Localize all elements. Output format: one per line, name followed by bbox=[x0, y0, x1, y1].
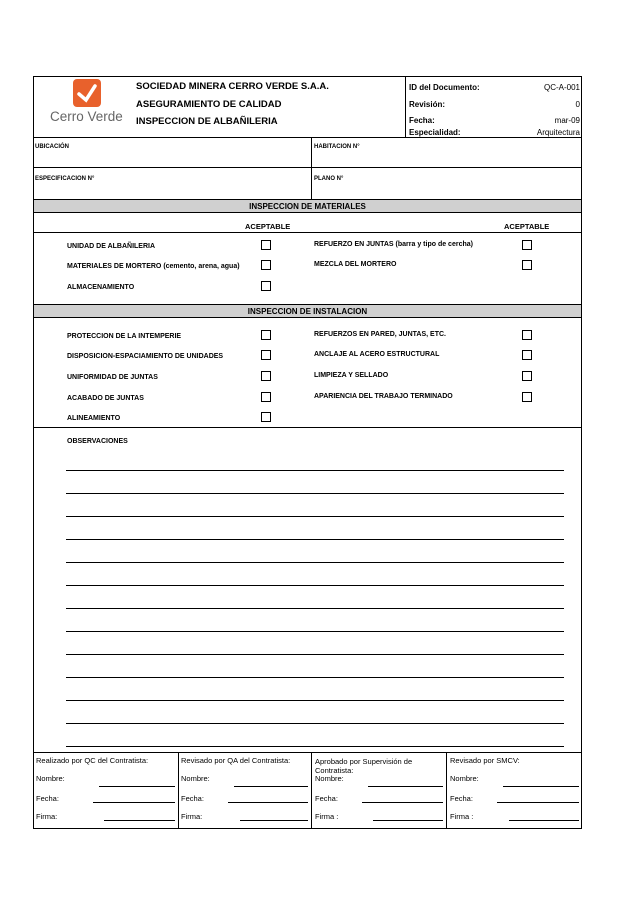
sig-supervision-firma: Firma : bbox=[315, 812, 339, 821]
inst-checkbox-acabado[interactable] bbox=[261, 392, 271, 402]
inst-item-acabado: ACABADO DE JUNTAS bbox=[67, 395, 144, 402]
inst-item-proteccion: PROTECCION DE LA INTEMPERIE bbox=[67, 333, 182, 340]
instalacion-title: INSPECCION DE INSTALACION bbox=[247, 307, 368, 316]
mat-item-refuerzo-juntas: REFUERZO EN JUNTAS (barra y tipo de cercha) bbox=[314, 241, 473, 248]
department-name: ASEGURAMIENTO DE CALIDAD bbox=[136, 99, 282, 110]
inst-checkbox-disposicion[interactable] bbox=[261, 350, 271, 360]
sig-supervision-title: Aprobado por Supervisión de Contratista: bbox=[315, 757, 413, 775]
mat-checkbox-mezcla[interactable] bbox=[522, 260, 532, 270]
revision-value: 0 bbox=[575, 100, 580, 109]
doc-id-value: QC-A-001 bbox=[543, 83, 580, 92]
observaciones-label: OBSERVACIONES bbox=[67, 438, 128, 445]
materiales-title: INSPECCION DE MATERIALES bbox=[249, 202, 366, 211]
sig-qa-firma-line[interactable] bbox=[240, 820, 308, 821]
date-label: Fecha: bbox=[409, 116, 435, 125]
instalacion-band bbox=[34, 304, 581, 318]
sig-qc-nombre: Nombre: bbox=[36, 774, 65, 783]
observaciones-line[interactable] bbox=[66, 723, 564, 724]
mat-item-mortero: MATERIALES DE MORTERO (cemento, arena, agua) bbox=[67, 263, 240, 270]
observaciones-line[interactable] bbox=[66, 470, 564, 471]
doc-id-label: ID del Documento: bbox=[409, 83, 480, 92]
sig-smcv-firma: Firma : bbox=[450, 812, 474, 821]
observaciones-line[interactable] bbox=[66, 654, 564, 655]
inst-item-apariencia: APARIENCIA DEL TRABAJO TERMINADO bbox=[314, 393, 453, 400]
observaciones-line[interactable] bbox=[66, 539, 564, 540]
sig-supervision-nombre: Nombre: bbox=[315, 774, 344, 783]
habitacion-field[interactable]: HABITACION N° bbox=[314, 144, 360, 150]
sig-supervision-fecha-line[interactable] bbox=[362, 802, 443, 803]
form-title: INSPECCION DE ALBAÑILERIA bbox=[136, 116, 278, 127]
inst-item-alineamiento: ALINEAMIENTO bbox=[67, 415, 121, 422]
mat-checkbox-almacenamiento[interactable] bbox=[261, 281, 271, 291]
cerro-verde-logo bbox=[48, 77, 130, 127]
inspection-form bbox=[33, 76, 582, 829]
mat-checkbox-mortero[interactable] bbox=[261, 260, 271, 270]
materiales-band bbox=[34, 199, 581, 213]
sig-qa-firma: Firma: bbox=[181, 812, 203, 821]
sig-qa-title: Revisado por QA del Contratista: bbox=[181, 756, 291, 765]
observaciones-line[interactable] bbox=[66, 493, 564, 494]
mat-item-unidad: UNIDAD DE ALBAÑILERIA bbox=[67, 243, 156, 250]
inst-checkbox-proteccion[interactable] bbox=[261, 330, 271, 340]
date-value: mar-09 bbox=[554, 116, 580, 125]
sig-qc-firma: Firma: bbox=[36, 812, 58, 821]
sig-qc-nombre-line[interactable] bbox=[99, 786, 175, 787]
revision-label: Revisión: bbox=[409, 100, 446, 109]
inst-item-limpieza: LIMPIEZA Y SELLADO bbox=[314, 372, 389, 379]
inst-item-refuerzos-pared: REFUERZOS EN PARED, JUNTAS, ETC. bbox=[314, 331, 446, 338]
inst-checkbox-refuerzos-pared[interactable] bbox=[522, 330, 532, 340]
sig-qa-fecha-line[interactable] bbox=[228, 802, 308, 803]
sig-smcv-nombre: Nombre: bbox=[450, 774, 479, 783]
mat-item-mezcla: MEZCLA DEL MORTERO bbox=[314, 261, 397, 268]
observaciones-line[interactable] bbox=[66, 746, 564, 747]
company-name: SOCIEDAD MINERA CERRO VERDE S.A.A. bbox=[136, 81, 329, 92]
sig-supervision-fecha: Fecha: bbox=[315, 794, 338, 803]
inst-checkbox-apariencia[interactable] bbox=[522, 392, 532, 402]
inst-item-disposicion: DISPOSICION-ESPACIAMIENTO DE UNIDADES bbox=[67, 353, 224, 360]
inst-checkbox-uniformidad[interactable] bbox=[261, 371, 271, 381]
sig-supervision-firma-line[interactable] bbox=[373, 820, 443, 821]
observaciones-line[interactable] bbox=[66, 585, 564, 586]
aceptable-right-header: ACEPTABLE bbox=[504, 222, 550, 231]
inst-checkbox-limpieza[interactable] bbox=[522, 371, 532, 381]
mat-item-almacenamiento: ALMACENAMIENTO bbox=[67, 284, 135, 291]
sig-qc-firma-line[interactable] bbox=[104, 820, 175, 821]
sig-smcv-title: Revisado por SMCV: bbox=[450, 756, 520, 765]
inst-checkbox-alineamiento[interactable] bbox=[261, 412, 271, 422]
sig-supervision-nombre-line[interactable] bbox=[368, 786, 443, 787]
sig-qa-fecha: Fecha: bbox=[181, 794, 204, 803]
sig-qc-fecha-line[interactable] bbox=[93, 802, 175, 803]
specialty-value: Arquitectura bbox=[536, 128, 580, 137]
specialty-label: Especialidad: bbox=[409, 128, 461, 137]
observaciones-line[interactable] bbox=[66, 677, 564, 678]
observaciones-line[interactable] bbox=[66, 700, 564, 701]
sig-smcv-fecha: Fecha: bbox=[450, 794, 473, 803]
sig-smcv-fecha-line[interactable] bbox=[497, 802, 579, 803]
especificacion-field[interactable]: ESPECIFICACION N° bbox=[35, 176, 95, 182]
inst-checkbox-anclaje[interactable] bbox=[522, 350, 532, 360]
observaciones-line[interactable] bbox=[66, 562, 564, 563]
inst-item-uniformidad: UNIFORMIDAD DE JUNTAS bbox=[67, 374, 158, 381]
mat-checkbox-unidad[interactable] bbox=[261, 240, 271, 250]
aceptable-left-header: ACEPTABLE bbox=[245, 222, 291, 231]
mat-checkbox-refuerzo-juntas[interactable] bbox=[522, 240, 532, 250]
ubicacion-field[interactable]: UBICACIÓN bbox=[35, 144, 69, 150]
observaciones-line[interactable] bbox=[66, 516, 564, 517]
observaciones-line[interactable] bbox=[66, 631, 564, 632]
sig-smcv-nombre-line[interactable] bbox=[503, 786, 579, 787]
plano-field[interactable]: PLANO N° bbox=[314, 176, 344, 182]
logo-text: Cerro Verde bbox=[50, 109, 123, 124]
sig-qa-nombre: Nombre: bbox=[181, 774, 210, 783]
sig-smcv-firma-line[interactable] bbox=[509, 820, 579, 821]
inst-item-anclaje: ANCLAJE AL ACERO ESTRUCTURAL bbox=[314, 351, 440, 358]
sig-qc-fecha: Fecha: bbox=[36, 794, 59, 803]
sig-qa-nombre-line[interactable] bbox=[234, 786, 308, 787]
observaciones-line[interactable] bbox=[66, 608, 564, 609]
sig-qc-title: Realizado por QC del Contratista: bbox=[36, 756, 149, 765]
